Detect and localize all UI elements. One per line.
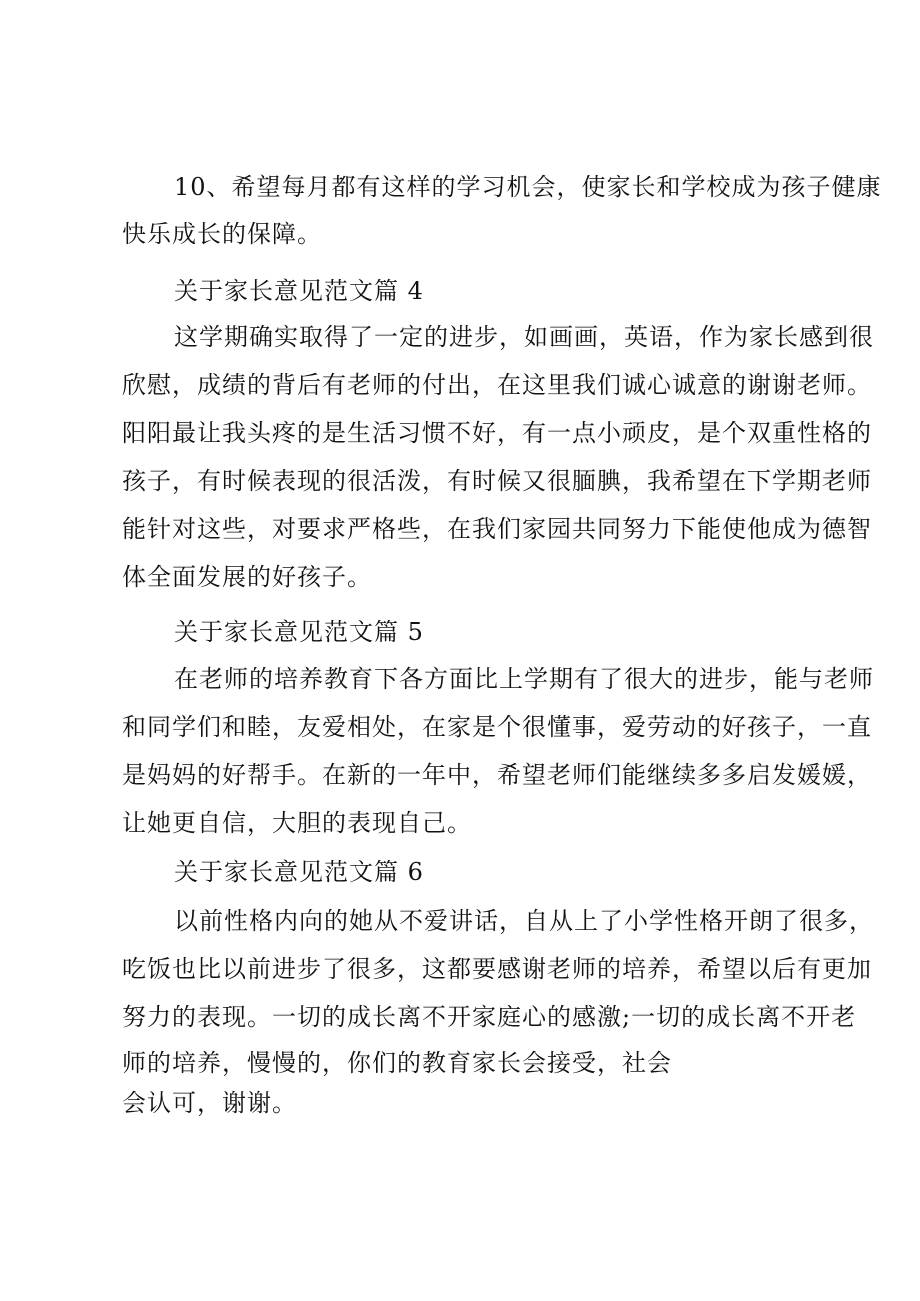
paragraph-line: 这学期确实取得了一定的进步，如画画，英语，作为家长感到很 (174, 323, 874, 351)
paragraph-line: 吃饭也比以前进步了很多，这都要感谢老师的培养，希望以后有更加 (122, 955, 872, 983)
paragraph-line: 孩子，有时候表现的很活泼，有时候又很腼腆，我希望在下学期老师 (122, 467, 872, 495)
paragraph-line: 快乐成长的保障。 (122, 220, 322, 248)
section-heading-6: 关于家长意见范文篇 6 (174, 858, 424, 886)
section-heading-5: 关于家长意见范文篇 5 (174, 618, 424, 646)
paragraph-line: 和同学们和睦，友爱相处，在家是个很懂事，爱劳动的好孩子，一直 (122, 713, 872, 741)
section-heading-4: 关于家长意见范文篇 4 (174, 277, 424, 305)
paragraph-line: 努力的表现。一切的成长离不开家庭心的感激;一切的成长离不开老 (122, 1003, 857, 1031)
paragraph-line: 10、希望每月都有这样的学习机会，使家长和学校成为孩子健康 (174, 173, 882, 201)
paragraph-line: 阳阳最让我头疼的是生活习惯不好，有一点小顽皮，是个双重性格的 (122, 419, 872, 447)
paragraph-line: 是妈妈的好帮手。在新的一年中，希望老师们能继续多多启发媛媛， (122, 761, 872, 789)
paragraph-line: 师的培养，慢慢的，你们的教育家长会接受，社会 (122, 1049, 672, 1077)
paragraph-line: 会认可，谢谢。 (122, 1089, 297, 1117)
paragraph-line: 欣慰，成绩的背后有老师的付出，在这里我们诚心诚意的谢谢老师。 (122, 371, 872, 399)
paragraph-line: 在老师的培养教育下各方面比上学期有了很大的进步，能与老师 (174, 665, 874, 693)
paragraph-line: 体全面发展的好孩子。 (122, 563, 372, 591)
paragraph-line: 以前性格内向的她从不爱讲话，自从上了小学性格开朗了很多， (174, 907, 874, 935)
paragraph-line: 让她更自信，大胆的表现自己。 (122, 809, 472, 837)
paragraph-line: 能针对这些，对要求严格些，在我们家园共同努力下能使他成为德智 (122, 515, 872, 543)
